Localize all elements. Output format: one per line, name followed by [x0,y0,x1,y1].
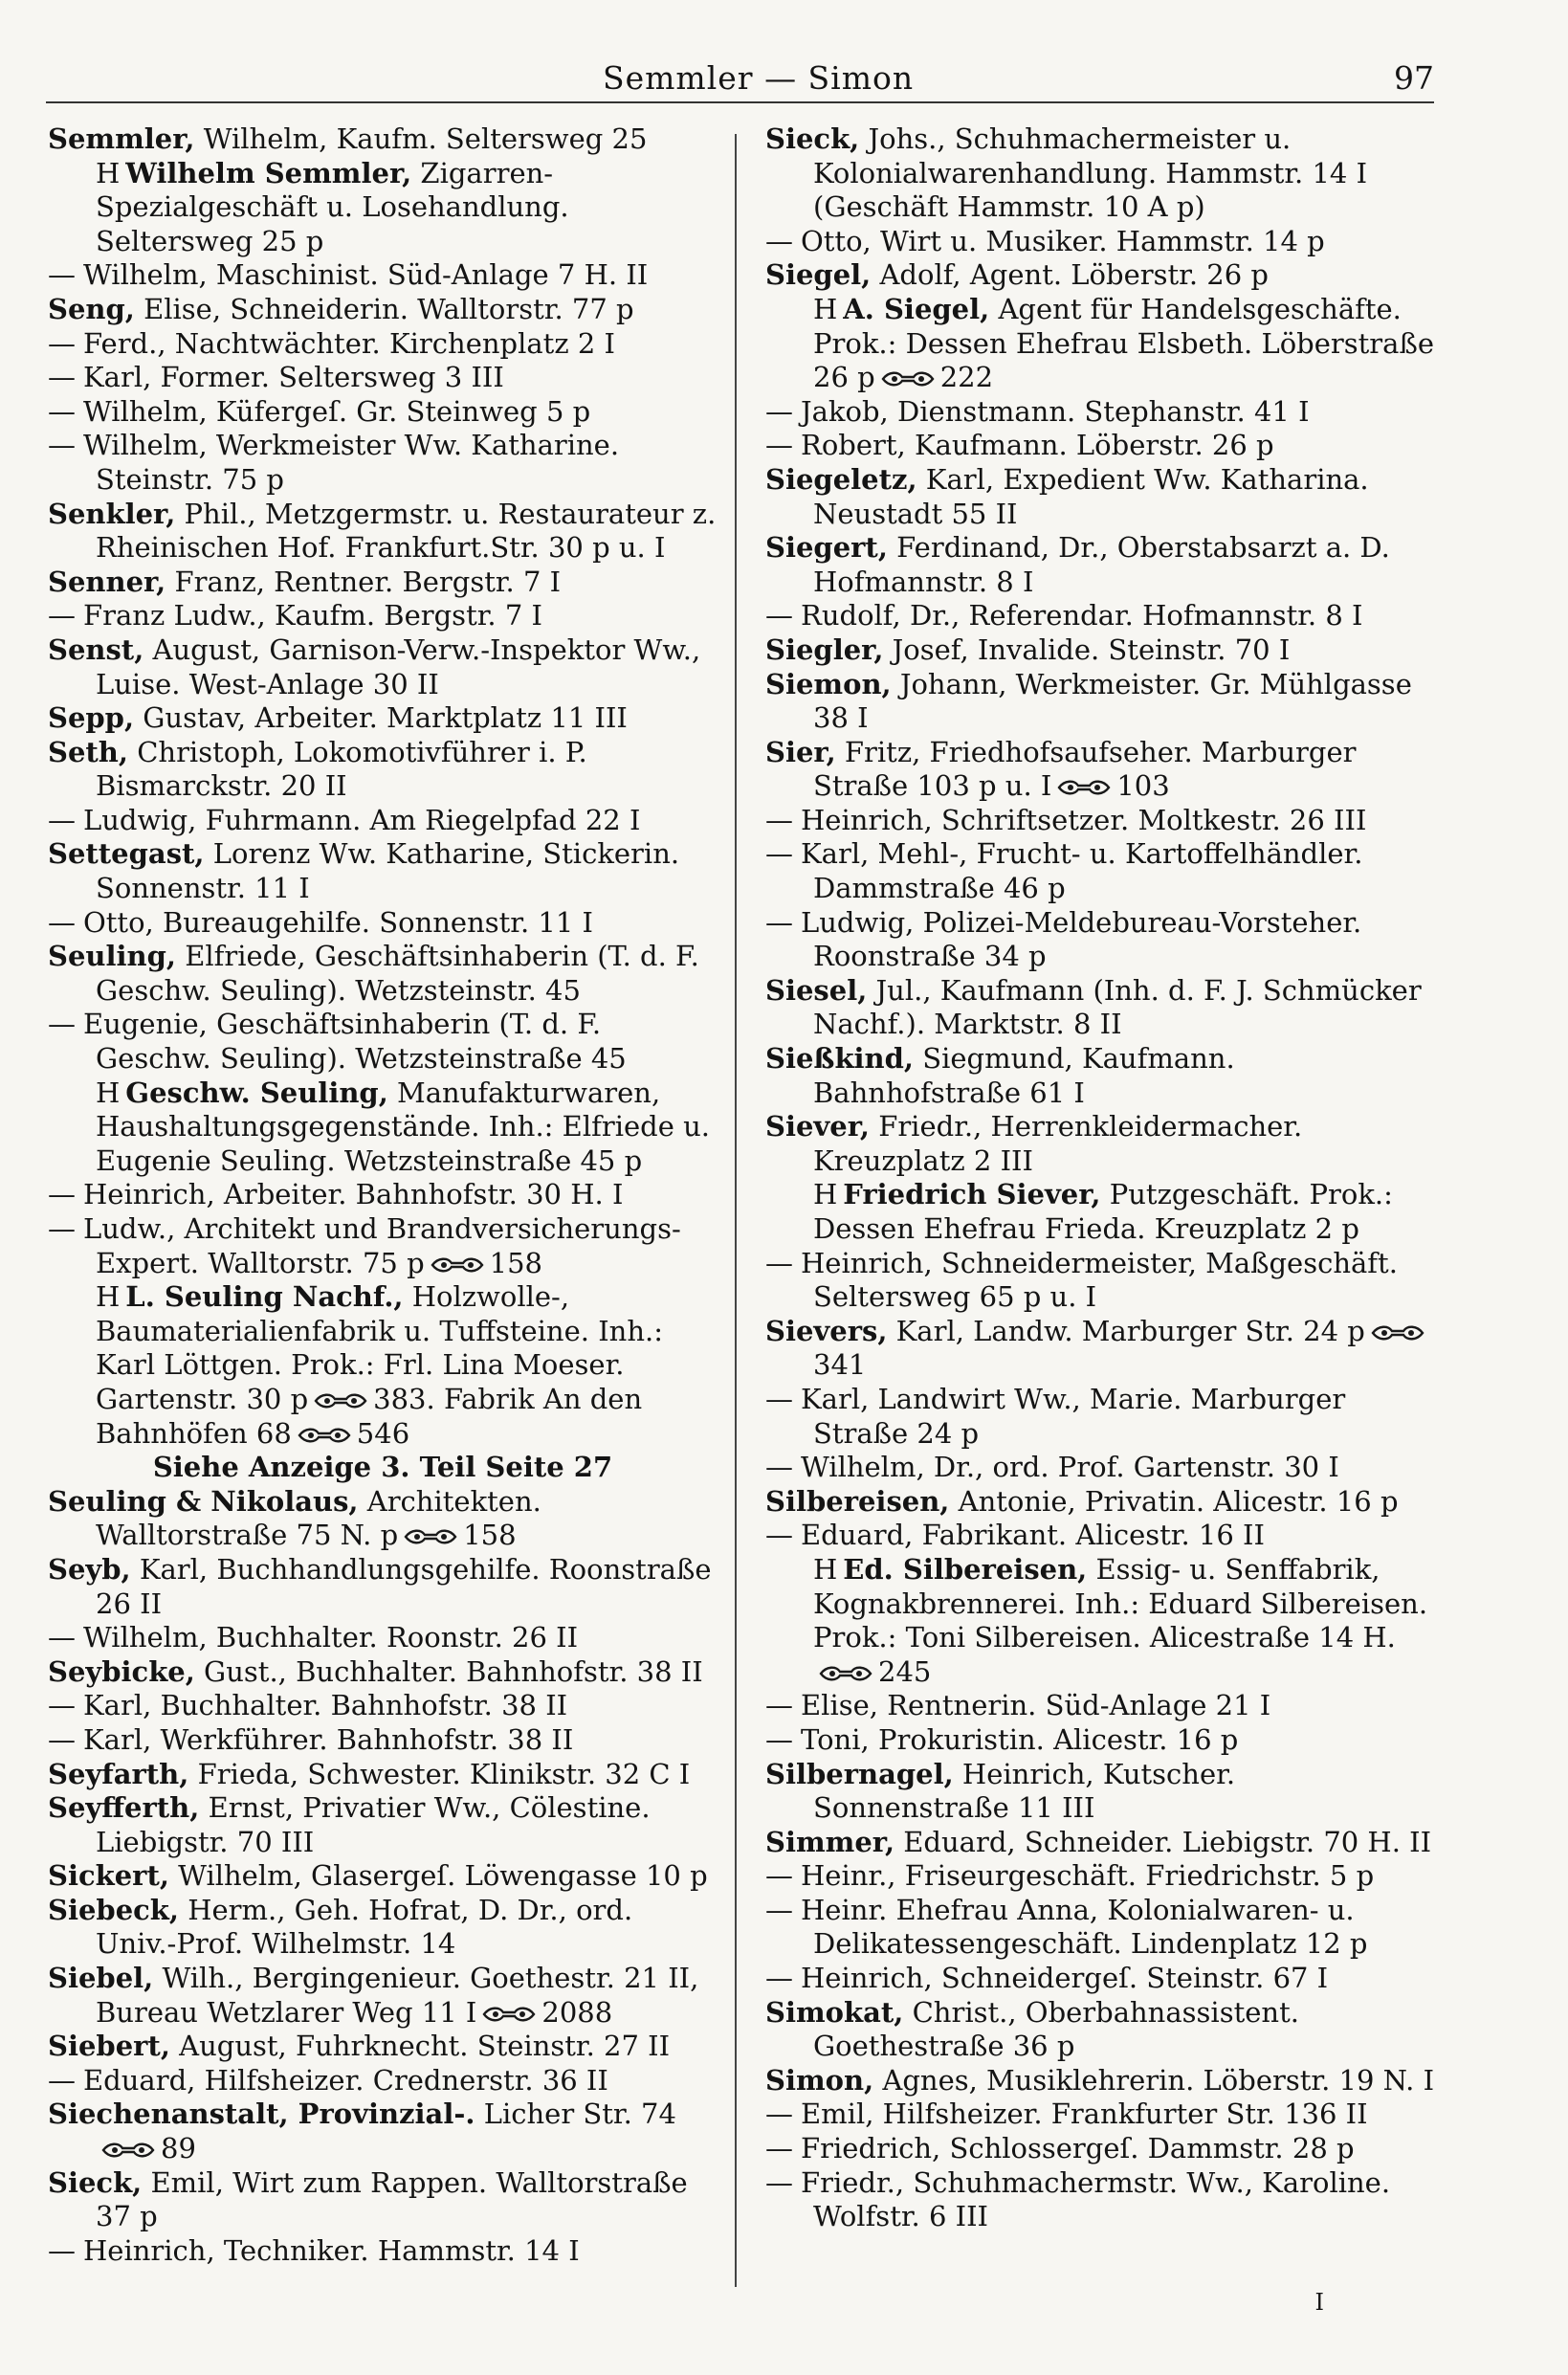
directory-entry [48,2030,718,2064]
entry-text: Friedrich, Schlossergeſ. Dammstr. 28 p [801,2132,1355,2165]
directory-entry [765,1042,1435,1110]
directory-entry [765,1519,1435,1553]
entry-name: Settegast, [48,837,205,871]
entry-text: Heinr., Friseurgeschäft. Friedrichstr. 5 p [801,1859,1375,1893]
continuation-dash: — [48,2063,76,2097]
entry-text: Phil., Metzgermstr. u. Restaurateur z. Rheinischen Hof. Frankfurt.Str. 30 p u. I [96,497,717,565]
continuation-dash: — [765,2098,793,2131]
entry-name: Senner, [48,565,166,598]
directory-entry [48,1689,718,1723]
continuation-dash: — [765,2165,793,2199]
continuation-dash: — [765,224,793,257]
continuation-dash: — [48,1178,76,1211]
entry-text: Elise, Schneiderin. Walltorstr. 77 p [134,292,634,325]
entry-text: Wilhelm, Werkmeister Ww. Katharine. Steinstr. 75 p [83,429,620,496]
directory-entry [765,736,1435,804]
continuation-dash: — [48,361,76,394]
entry-text: Emil, Wirt zum Rappen. Walltorstraße 37 p [96,2165,688,2233]
entry-text: Gustav, Arbeiter. Marktplatz 11 III [134,701,628,735]
directory-entry [765,974,1435,1042]
entry-name: Silbereisen, [765,1484,950,1518]
entry-text: Robert, Kaufmann. Löberstr. 26 p [801,429,1274,462]
continuation-dash: — [765,1962,793,1995]
continuation-dash: — [765,429,793,462]
entry-text: Wilhelm, Küfergeſ. Gr. Steinweg 5 p [83,394,591,428]
entry-name: Friedrich Siever, [843,1178,1101,1211]
directory-entry [765,122,1435,225]
directory-entry [48,940,718,1008]
directory-entry [765,395,1435,430]
directory-entry [765,1247,1435,1315]
continuation-dash: — [765,905,793,939]
directory-entry [48,2234,718,2269]
directory-entry [765,1315,1435,1383]
entry-text: Wilhelm, Maschinist. Süd-Anlage 7 H. II [83,258,649,292]
entry-text: Christoph, Lokomotivführer i. P. Bismarckstr. 20 II [96,735,587,803]
directory-entry [48,1280,718,1451]
entry-name: Siebeck, [48,1893,179,1926]
page-header [0,50,1568,107]
entry-text: Johs., Schuhmachermeister u. Kolonialwarenhandlung. Hammstr. 14 I (Geschäft Hammstr. 10 A p) [813,122,1368,224]
entry-name: Semmler, [48,122,195,155]
entry-text: Eugenie, Geschäftsinhaberin (T. d. F. Geschw. Seuling). Wetzsteinstraße 45 [83,1008,627,1076]
entry-text: Wilh., Bergingenieur. Goethestr. 21 II, Bureau Wetzlarer Weg 11 I [96,1962,699,2029]
entry-name: Simokat, [765,1995,904,2029]
entry-name: Siegert, [765,531,888,565]
entry-text: Franz Ludw., Kaufm. Bergstr. 7 I [83,599,542,633]
directory-entry [765,1110,1435,1178]
entry-name: Seyb, [48,1552,131,1586]
directory-entry [48,429,718,497]
entry-name: Seng, [48,292,135,325]
continuation-dash: — [765,1893,793,1926]
entry-text: Friedr., Herrenkleidermacher. Kreuzplatz 2 III [813,1110,1303,1177]
entry-text: Heinrich, Schriftsetzer. Moltkestr. 26 III [801,803,1367,836]
continuation-dash: — [48,394,76,428]
directory-entry [48,1758,718,1792]
entry-text: Ernst, Privatier Ww., Cölestine. Liebigstr. 70 III [96,1791,651,1858]
directory-entry [48,122,718,157]
directory-entry [765,293,1435,395]
directory-entry [765,668,1435,736]
phone-number: 383. [373,1382,435,1415]
entry-name: Seybicke, [48,1654,195,1688]
phone-number: 103 [1116,769,1170,803]
entry-text: Lorenz Ww. Katharine, Stickerin. Sonnenstr. 11 I [96,837,680,905]
entry-name: Sickert, [48,1859,169,1893]
column-divider [735,134,737,2287]
directory-entry [48,2098,718,2165]
entry-name: L. Seuling Nachf., [125,1280,404,1314]
telephone-icon [881,370,935,388]
directory-entry [765,1383,1435,1451]
entry-name: Sießkind, [765,1042,915,1076]
directory-entry [765,463,1435,531]
directory-entry [765,837,1435,905]
entry-text: Essig- u. Senffabrik, Kognakbrennerei. Inh.: Eduard Silbereisen. Prok.: Toni Silbereisen. Alicestraße 14 H. [813,1552,1428,1654]
entry-text: Heinr. Ehefrau Anna, Kolonialwaren- u. Delikatessengeschäft. Lindenplatz 12 p [801,1893,1368,1961]
entry-text: Ferdinand, Dr., Oberstabsarzt a. D. Hofmannstr. 8 I [813,531,1390,598]
entry-text: Eduard, Hilfsheizer. Crednerstr. 36 II [83,2063,608,2097]
directory-entry [765,429,1435,463]
entry-name: Seyfferth, [48,1791,200,1825]
entry-name: Sieck, [765,122,860,155]
entry-text: Ferd., Nachtwächter. Kirchenplatz 2 I [83,326,615,360]
telephone-icon [819,1665,872,1682]
entry-text: Jul., Kaufmann (Inh. d. F. J. Schmücker Nachf.). Marktstr. 8 II [813,973,1422,1041]
phone-number: 89 [161,2132,196,2165]
continuation-dash: — [48,258,76,292]
directory-entry [48,599,718,633]
firm-marker: H [96,156,121,189]
directory-entry [765,1451,1435,1485]
directory-entry [48,701,718,736]
continuation-dash: — [48,1212,76,1245]
footer-mark: I [1314,2289,1324,2316]
advertisement-note [48,1451,718,1485]
directory-entry [765,1894,1435,1962]
entry-name: Seuling & Nikolaus, [48,1484,359,1518]
continuation-dash: — [765,394,793,428]
directory-entry [765,1178,1435,1246]
continuation-dash: — [48,1008,76,1041]
entry-name: Simmer, [765,1825,895,1858]
entry-text: Jakob, Dienstmann. Stephanstr. 41 I [801,394,1310,428]
entry-text: Ludw., Architekt und Brandversicherungs-Expert. Walltorstr. 75 p [83,1212,681,1279]
telephone-icon [404,1528,457,1545]
directory-entry [48,906,718,941]
entry-name: Siebel, [48,1962,154,1995]
entry-text: Wilhelm, Kaufm. Seltersweg 25 [194,122,648,155]
firm-marker: H [813,1552,838,1586]
entry-text: Karl, Landw. Marburger Str. 24 p [887,1314,1365,1347]
entry-text: Karl, Buchhandlungsgehilfe. Roonstraße 26 II [96,1552,712,1620]
directory-entry [48,633,718,701]
continuation-dash: — [765,1859,793,1893]
continuation-dash: — [765,1246,793,1279]
entry-text: Architekten. Walltorstraße 75 N. p [96,1484,541,1552]
entry-text: Elise, Rentnerin. Süd-Anlage 21 I [801,1689,1271,1722]
directory-entry [48,837,718,905]
firm-marker: H [96,1280,121,1314]
entry-name: Ed. Silbereisen, [843,1552,1088,1586]
directory-entry [48,498,718,566]
directory-entry [48,293,718,327]
entry-name: Simon, [765,2063,874,2097]
telephone-icon [298,1427,351,1444]
entry-text: Otto, Bureaugehilfe. Sonnenstr. 11 I [83,905,593,939]
entry-name: Siesel, [765,973,868,1007]
directory-entry [765,1485,1435,1520]
entry-name: Sepp, [48,701,135,735]
directory-entry [48,1553,718,1621]
phone-number: 2088 [541,1995,613,2029]
entry-text: Eduard, Fabrikant. Alicestr. 16 II [801,1519,1265,1552]
entry-text: Heinrich, Arbeiter. Bahnhofstr. 30 H. I [83,1178,624,1211]
directory-entry [765,225,1435,259]
entry-name: A. Siegel, [843,292,990,325]
page-number: 97 [1394,59,1434,97]
running-title: Semmler — Simon [603,59,915,97]
entry-name: Siechenanstalt, Provinzial-. [48,2098,475,2131]
directory-entry [765,1826,1435,1860]
continuation-dash: — [765,1382,793,1415]
directory-entry [48,1621,718,1655]
directory-entry [48,361,718,395]
entry-text: Karl, Landwirt Ww., Marie. Marburger Straße 24 p [801,1382,1346,1450]
firm-marker: H [96,1076,121,1109]
entry-text: Otto, Wirt u. Musiker. Hammstr. 14 p [801,224,1325,257]
entry-name: Sieck, [48,2165,143,2199]
entry-name: Siever, [765,1110,870,1143]
directory-entry [765,804,1435,838]
entry-text: Siegmund, Kaufmann. Bahnhofstraße 61 I [813,1042,1235,1109]
continuation-dash: — [48,1689,76,1722]
entry-text: Karl, Former. Seltersweg 3 III [83,361,504,394]
directory-entry [765,2166,1435,2234]
continuation-dash: — [765,837,793,871]
directory-entry [765,2064,1435,2098]
entry-text: Fabrik An den Bahnhöfen 68 [96,1382,643,1450]
entry-text: Karl, Mehl-, Frucht- u. Kartoffelhändler. Dammstraße 46 p [801,837,1363,905]
directory-entry [48,258,718,293]
directory-entry [48,566,718,600]
directory-entry [48,1178,718,1212]
entry-text: Karl, Expedient Ww. Katharina. Neustadt 55 II [813,462,1369,530]
directory-entry [48,804,718,838]
firm-marker: H [813,292,838,325]
entry-text: Zigarren-Spezialgeschäft u. Losehandlung. Seltersweg 25 p [96,156,569,257]
entry-text: Emil, Hilfsheizer. Frankfurter Str. 136 II [801,2098,1368,2131]
entry-text: Antonie, Privatin. Alicestr. 16 p [949,1484,1399,1518]
entry-text: Eduard, Schneider. Liebigstr. 70 H. II [894,1825,1432,1858]
directory-entry [48,1723,718,1758]
directory-entry [765,1689,1435,1723]
entry-text: Josef, Invalide. Steinstr. 70 I [883,633,1291,666]
entry-text: Ludwig, Fuhrmann. Am Riegelpfad 22 I [83,803,641,836]
entry-text: August, Garnison-Verw.-Inspektor Ww., Luise. West-Anlage 30 II [96,633,701,700]
continuation-dash: — [765,803,793,836]
entry-text: Siehe Anzeige 3. Teil Seite 27 [152,1451,613,1484]
continuation-dash: — [765,599,793,633]
directory-entry [765,2132,1435,2166]
directory-entry [48,1077,718,1179]
phone-number: 341 [813,1348,867,1382]
continuation-dash: — [765,1519,793,1552]
entry-text: Heinrich, Kutscher. Sonnenstraße 11 III [813,1757,1236,1825]
telephone-icon [1371,1324,1424,1342]
entry-name: Wilhelm Semmler, [125,156,412,189]
directory-entry [48,2064,718,2098]
entry-text: Johann, Werkmeister. Gr. Mühlgasse 38 I [813,667,1412,735]
continuation-dash: — [48,803,76,836]
entry-text: Wilhelm, Buchhalter. Roonstr. 26 II [83,1621,579,1654]
directory-entry [765,1859,1435,1894]
directory-entry [765,906,1435,974]
entry-name: Seyfarth, [48,1757,189,1790]
telephone-icon [482,2006,536,2023]
entry-text: Frieda, Schwester. Klinikstr. 32 C I [188,1757,691,1790]
continuation-dash: — [48,905,76,939]
directory-entry [48,1962,718,2030]
directory-entry [48,736,718,804]
continuation-dash: — [765,2132,793,2165]
entry-name: Siegeletz, [765,462,917,496]
entry-name: Geschw. Seuling, [125,1076,388,1109]
continuation-dash: — [48,2233,76,2267]
directory-entry [48,2166,718,2234]
directory-entry [765,1996,1435,2064]
entry-name: Siemon, [765,667,892,700]
entry-text: Licher Str. 74 [475,2098,676,2131]
continuation-dash: — [48,429,76,462]
directory-entry [48,1485,718,1553]
entry-text: Herm., Geh. Hofrat, D. Dr., ord. Univ.-Prof. Wilhelmstr. 14 [96,1893,633,1961]
entry-name: Sier, [765,735,836,768]
entry-text: Rudolf, Dr., Referendar. Hofmannstr. 8 I [801,599,1363,633]
entry-text: Franz, Rentner. Bergstr. 7 I [166,565,562,598]
phone-number: 158 [489,1246,542,1279]
entry-name: Siegler, [765,633,884,666]
entry-text: Manufakturwaren, Haushaltungsgegenstände. Inh.: Elfriede u. Eugenie Seuling. Wetzsteinstraße 45 p [96,1076,710,1177]
directory-entry [48,1859,718,1894]
entry-name: Seuling, [48,940,176,973]
directory-entry [48,1655,718,1690]
entry-name: Sievers, [765,1314,888,1347]
left-column [48,122,718,2268]
phone-number: 546 [356,1416,410,1450]
entry-text: Wilhelm, Dr., ord. Prof. Gartenstr. 30 I [801,1451,1339,1484]
directory-entry [48,395,718,430]
continuation-dash: — [48,1722,76,1756]
entry-text: Putzgeschäft. Prok.: Dessen Ehefrau Frieda. Kreuzplatz 2 p [813,1178,1393,1245]
entry-text: Heinrich, Schneidermeister, Maßgeschäft. Seltersweg 65 p u. I [801,1246,1398,1314]
continuation-dash: — [48,599,76,633]
entry-name: Senkler, [48,497,176,530]
directory-entry [48,157,718,259]
entry-name: Silbernagel, [765,1757,954,1790]
entry-text: August, Fuhrknecht. Steinstr. 27 II [169,2030,671,2063]
directory-entry [765,1553,1435,1689]
entry-text: Karl, Werkführer. Bahnhofstr. 38 II [83,1722,574,1756]
directory-entry [765,1723,1435,1758]
entry-name: Siebert, [48,2030,170,2063]
entry-name: Siegel, [765,258,872,292]
directory-entry [765,1962,1435,1996]
entry-text: Heinrich, Techniker. Hammstr. 14 I [83,2233,580,2267]
entry-text: Christ., Oberbahnassistent. Goethestraße 36 p [813,1995,1299,2063]
directory-entry [48,1212,718,1280]
continuation-dash: — [765,1689,793,1722]
telephone-icon [431,1256,484,1274]
continuation-dash: — [48,1621,76,1654]
entry-text: Wilhelm, Glasergeſ. Löwengasse 10 p [168,1859,708,1893]
entry-text: Agent für Handelsgeschäfte. Prok.: Dessen Ehefrau Elsbeth. Löberstraße 26 p [813,292,1434,394]
directory-entry [765,531,1435,599]
telephone-icon [101,2142,155,2159]
directory-entry [765,599,1435,633]
entry-text: Ludwig, Polizei-Meldebureau-Vorsteher. Roonstraße 34 p [801,905,1362,973]
entry-text: Toni, Prokuristin. Alicestr. 16 p [801,1722,1239,1756]
directory-entry [48,1894,718,1962]
directory-entry [765,258,1435,293]
directory-entry [765,633,1435,668]
entry-name: Senst, [48,633,144,666]
entry-text: Karl, Buchhalter. Bahnhofstr. 38 II [83,1689,568,1722]
right-column [765,122,1435,2234]
directory-entry [765,1758,1435,1826]
entry-text: Elfriede, Geschäftsinhaberin (T. d. F. Geschw. Seuling). Wetzsteinstr. 45 [96,940,699,1007]
entry-text: Agnes, Musiklehrerin. Löberstr. 19 N. I [873,2063,1435,2097]
entry-text: Heinrich, Schneidergeſ. Steinstr. 67 I [801,1962,1329,1995]
telephone-icon [1057,779,1111,796]
telephone-icon [314,1392,367,1409]
entry-text: Gust., Buchhalter. Bahnhofstr. 38 II [194,1654,703,1688]
directory-entry [48,1791,718,1859]
phone-number: 158 [463,1519,517,1552]
entry-name: Seth, [48,735,128,768]
continuation-dash: — [48,326,76,360]
entry-text: Holzwolle-, Baumaterialienfabrik u. Tuffsteine. Inh.: Karl Löttgen. Prok.: Frl. Lina Moeser. Gartenstr. 30 p [96,1280,663,1415]
phone-number: 245 [878,1654,932,1688]
directory-entry [48,1008,718,1076]
continuation-dash: — [765,1722,793,1756]
directory-entry [48,327,718,362]
directory-entry [765,2098,1435,2132]
entry-text: Adolf, Agent. Löberstr. 26 p [871,258,1269,292]
phone-number: 222 [939,361,994,394]
firm-marker: H [813,1178,838,1211]
entry-text: Fritz, Friedhofsaufseher. Marburger Straße 103 p u. I [813,735,1357,803]
continuation-dash: — [765,1451,793,1484]
header-rule [46,101,1434,103]
entry-text: Friedr., Schuhmachermstr. Ww., Karoline. Wolfstr. 6 III [801,2165,1391,2233]
